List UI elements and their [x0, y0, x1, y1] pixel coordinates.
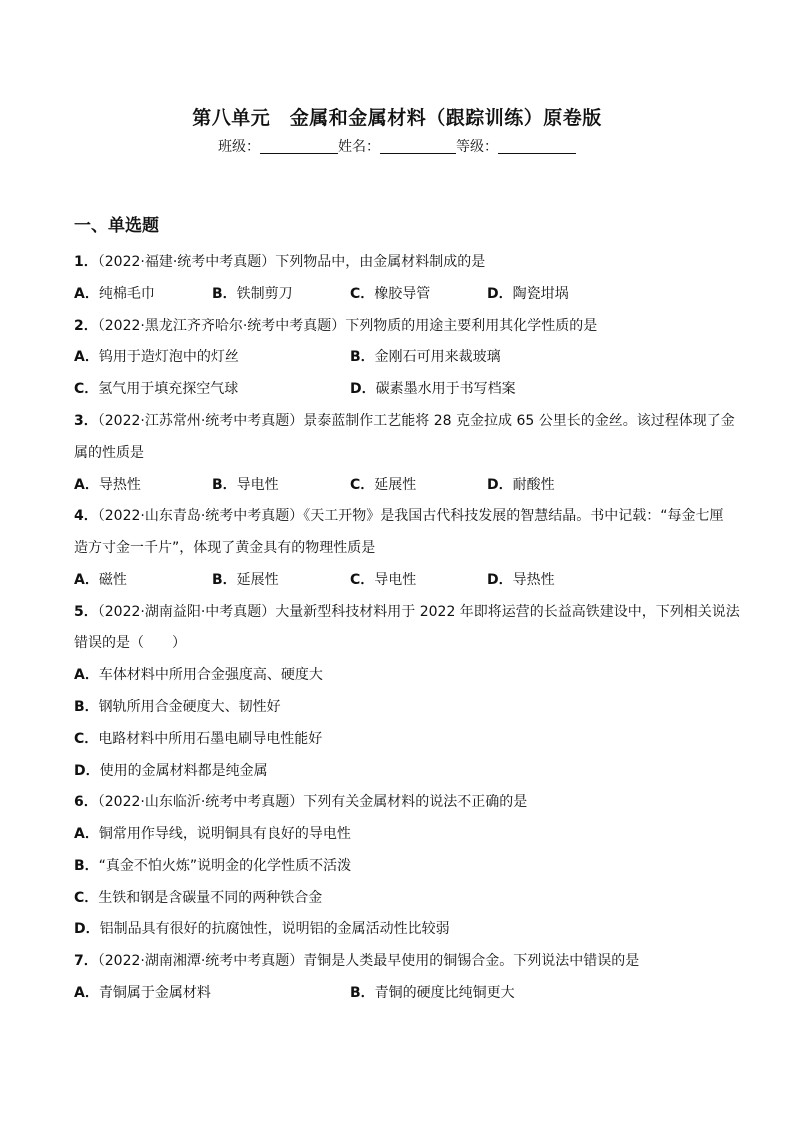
question-text-continued: 属的性质是	[74, 445, 144, 461]
option-c[interactable]: C．氢气用于填充探空气球	[74, 381, 239, 397]
option-d[interactable]: D．陶瓷坩埚	[487, 286, 569, 302]
question-stem	[74, 505, 724, 525]
option-c[interactable]: C．延展性	[350, 477, 417, 493]
option-c[interactable]: C．生铁和钢是含碳量不同的两种铁合金	[74, 890, 323, 906]
grade-label: 等级：	[456, 139, 498, 155]
question-text: （2022·湖南湘潭·统考中考真题）青铜是人类最早使用的铜锡合金。下列说法中错误的是	[97, 953, 640, 969]
option-a[interactable]: A．导热性	[74, 477, 141, 493]
question-number: 6．	[74, 794, 98, 810]
question-stem	[74, 791, 527, 811]
question-stem	[74, 410, 735, 430]
option-b[interactable]: B．铁制剪刀	[212, 286, 293, 302]
question-stem	[74, 950, 639, 970]
class-blank[interactable]	[260, 139, 338, 154]
question-text: （2022·山东青岛·统考中考真题）《天工开物》是我国古代科技发展的智慧结晶。书中记载：“每金七厘	[97, 508, 724, 524]
page-title: 第八单元 金属和金属材料（跟踪训练）原卷版	[192, 107, 602, 129]
question-text: （2022·湖南益阳·中考真题）大量新型科技材料用于 2022 年即将运营的长益高铁建设中，下列相关说法	[97, 604, 740, 620]
question-stem	[74, 251, 485, 271]
question-number: 3．	[74, 413, 98, 429]
option-b[interactable]: B．“真金不怕火炼”说明金的化学性质不活泼	[74, 858, 352, 874]
student-info-line	[0, 136, 794, 156]
option-d[interactable]: D．使用的金属材料都是纯金属	[74, 763, 268, 779]
option-d[interactable]: D．铝制品具有很好的抗腐蚀性，说明铝的金属活动性比较弱	[74, 921, 450, 937]
question-text-continued: 错误的是（ ）	[74, 635, 186, 651]
option-c[interactable]: C．电路材料中所用石墨电刷导电性能好	[74, 731, 323, 747]
option-d[interactable]: D．导热性	[487, 572, 555, 588]
option-b[interactable]: B．钢轨所用合金硬度大、韧性好	[74, 699, 281, 715]
option-a[interactable]: A．车体材料中所用合金强度高、硬度大	[74, 667, 323, 683]
question-stem	[74, 315, 597, 335]
option-b[interactable]: B．导电性	[212, 477, 279, 493]
option-c[interactable]: C．橡胶导管	[350, 286, 431, 302]
question-text: （2022·黑龙江齐齐哈尔·统考中考真题）下列物质的用途主要利用其化学性质的是	[97, 318, 598, 334]
name-blank[interactable]	[380, 139, 456, 154]
question-text: （2022·福建·统考中考真题）下列物品中，由金属材料制成的是	[97, 254, 486, 270]
question-text: （2022·江苏常州·统考中考真题）景泰蓝制作工艺能将 28 克金拉成 65 公里长的金丝。该过程体现了金	[97, 413, 735, 429]
question-number: 4．	[74, 508, 98, 524]
option-c[interactable]: C．导电性	[350, 572, 417, 588]
question-number: 5．	[74, 604, 98, 620]
option-d[interactable]: D．耐酸性	[487, 477, 555, 493]
question-text: （2022·山东临沂·统考中考真题）下列有关金属材料的说法不正确的是	[97, 794, 528, 810]
option-a[interactable]: A．纯棉毛巾	[74, 286, 155, 302]
option-a[interactable]: A．青铜属于金属材料	[74, 985, 211, 1001]
question-number: 1．	[74, 254, 98, 270]
option-a[interactable]: A．铜常用作导线，说明铜具有良好的导电性	[74, 826, 351, 842]
option-a[interactable]: A．钨用于造灯泡中的灯丝	[74, 349, 239, 365]
option-a[interactable]: A．磁性	[74, 572, 127, 588]
option-d[interactable]: D．碳素墨水用于书写档案	[350, 381, 516, 397]
question-stem	[74, 601, 740, 621]
question-text-continued: 造方寸金一千片”，体现了黄金具有的物理性质是	[74, 540, 376, 556]
section-heading: 一、单选题	[74, 216, 159, 236]
option-b[interactable]: B．金刚石可用来裁玻璃	[350, 349, 501, 365]
name-label: 姓名：	[338, 139, 380, 155]
grade-blank[interactable]	[498, 139, 576, 154]
question-number: 2．	[74, 318, 98, 334]
question-number: 7．	[74, 953, 98, 969]
option-b[interactable]: B．延展性	[212, 572, 279, 588]
class-label: 班级：	[218, 139, 260, 155]
option-b[interactable]: B．青铜的硬度比纯铜更大	[350, 985, 515, 1001]
